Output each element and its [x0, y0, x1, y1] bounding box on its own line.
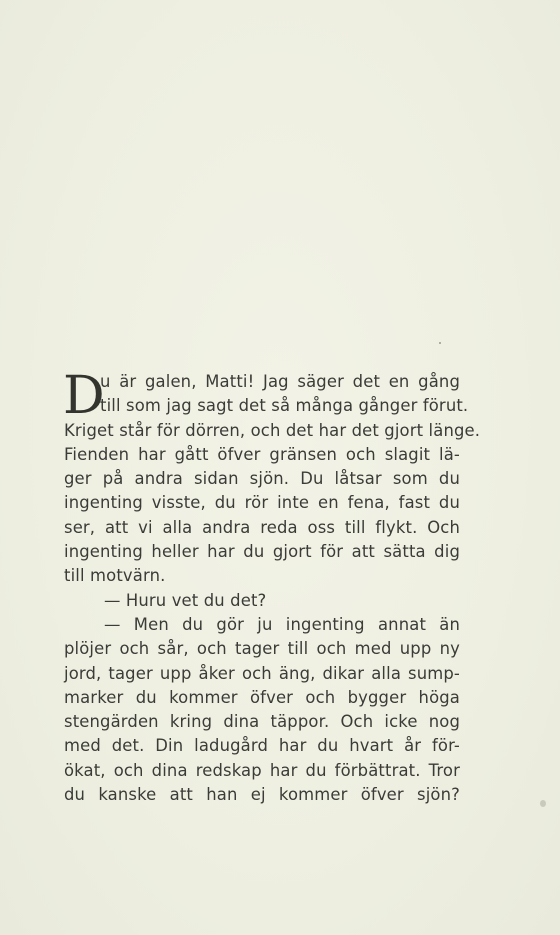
first-paragraph — [63, 366, 481, 589]
text-line: Kriget står för dörren, och det har det gjort länge. — [64, 420, 481, 440]
text-line: ser, att vi alla andra reda oss till flykt. Och — [64, 517, 460, 537]
text-line: till som jag sagt det så många gånger förut. — [100, 396, 469, 416]
text-line: ingenting heller har du gjort för att sätta dig — [64, 542, 460, 562]
text-line: ingenting visste, du rör inte en fena, fast du — [64, 493, 460, 513]
text-line: jord, tager upp åker och äng, dikar alla sump- — [64, 663, 460, 683]
page-speck — [439, 342, 441, 344]
text-line: till motvärn. — [64, 566, 166, 586]
dialogue-line: — Huru vet du det? — [104, 590, 267, 610]
text-line: Fienden har gått öfver gränsen och slagit lä- — [64, 444, 460, 464]
text-line: u är galen, Matti! Jag säger det en gång — [100, 372, 460, 391]
body-text — [63, 366, 481, 807]
text-line: stengärden kring dina täppor. Och icke nog — [64, 712, 460, 732]
dialogue-line: — Men du gör ju ingenting annat än — [104, 614, 460, 634]
text-line: ökat, och dina redskap har du förbättrat. Tror — [64, 760, 460, 780]
text-line: marker du kommer öfver och bygger höga — [64, 687, 460, 707]
text-line: ger på andra sidan sjön. Du låtsar som du — [64, 469, 460, 489]
text-line: du kanske att han ej kommer öfver sjön? — [64, 785, 460, 805]
page-stain — [540, 800, 546, 807]
text-line: plöjer och sår, och tager till och med upp ny — [64, 639, 460, 659]
drop-cap: D — [63, 366, 105, 426]
text-line: med det. Din ladugård har du hvart år för- — [64, 736, 460, 756]
